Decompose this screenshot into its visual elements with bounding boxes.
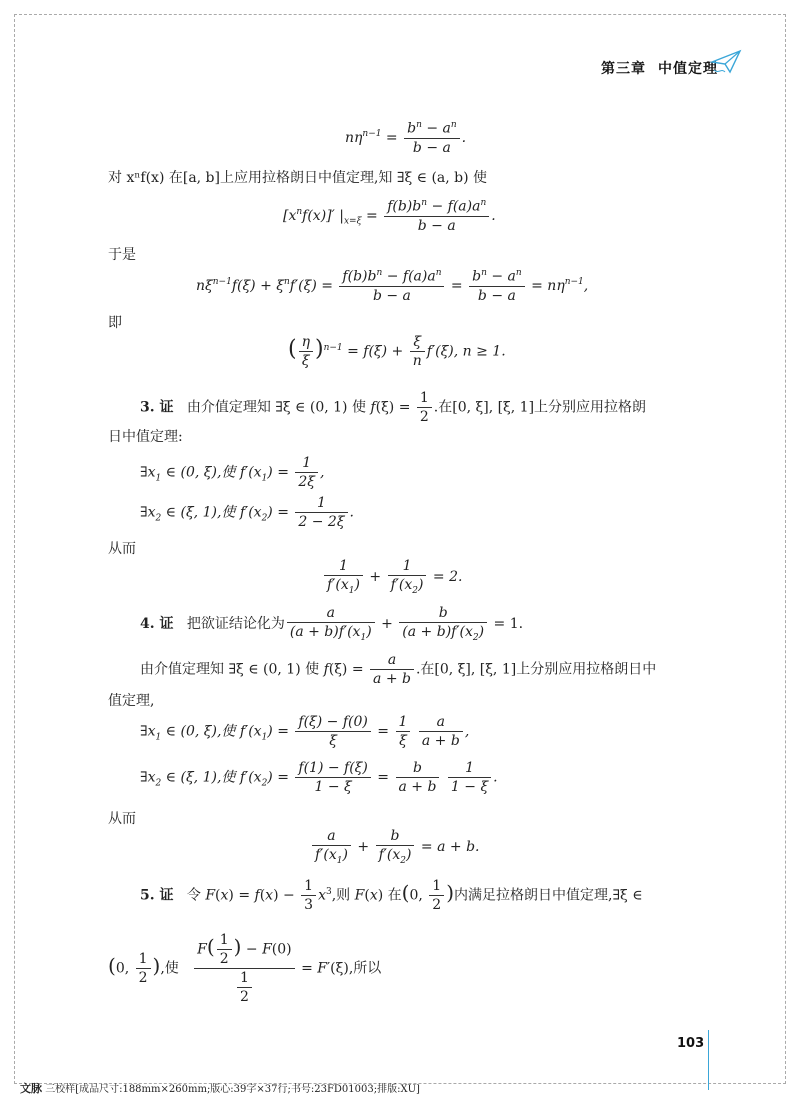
chapter-title: 中值定理 — [658, 61, 718, 77]
page-number: 103 — [677, 1036, 705, 1051]
equation-5: $\exists x_1$ ∈ (0, ξ),使 $f'(x_1)$ = $\frac{1}{2\xi}$ , — [140, 455, 325, 490]
problem-5-line-2: (0, $\frac{1}{2}$ ),使 F( $\frac{1}{2}$ ) − F(0) $\frac{1}{2}$ = F′(ξ),所以 — [108, 932, 382, 1005]
problem-4-cont: 值定理, — [108, 693, 155, 709]
equation-4: ( $\frac{\eta}{\xi}$ )$^{n-1}$ = f(ξ) + $\frac{\xi}{n}$ f′(ξ), n ≥ 1. — [288, 334, 506, 369]
equation-7: $\frac{1}{f'(x_1)}$ + $\frac{1}{f'(x_2)}$ = 2. — [322, 558, 462, 596]
problem-3-paragraph: 3. 证 由介值定理知 ∃ξ ∈ (0, 1) 使 f(ξ) = $\frac{1}{2}$ .在[0, ξ], [ξ, 1]上分别应用拉格朗 — [140, 390, 647, 425]
equation-10: $\frac{a}{f'(x_1)}$ + $\frac{b}{f'(x_2)}$ = a + b. — [310, 828, 480, 866]
equation-3: $n\xi^{n-1}f(\xi) + \xi^nf'(\xi)$ = $\frac{f(b)b^n - f(a)a^n}{b - a}$ = $\frac{b^n - a^n}{b - a}$ = $n\eta^{n-1}$, — [196, 268, 589, 304]
text-line-2: 于是 — [108, 247, 136, 263]
page-border-right — [785, 14, 786, 1084]
equation-9: $\exists x_2$ ∈ (ξ, 1),使 $f'(x_2)$ = $\frac{f(1) - f(\xi)}{1 - \xi}$ = $\frac{b}{a + b}$ $\frac{1}{1 - \xi}$ . — [140, 760, 498, 795]
problem-4-label: 4. 证 — [140, 615, 174, 632]
print-footer — [20, 1080, 420, 1096]
running-header — [601, 58, 718, 78]
text-line-1: 对 xⁿf(x) 在[a, b]上应用拉格朗日中值定理,知 ∃ξ ∈ (a, b) 使 — [108, 170, 488, 186]
text-line-5: 从而 — [108, 811, 136, 827]
text-line-4: 从而 — [108, 541, 136, 557]
equation-6: $\exists x_2$ ∈ (ξ, 1),使 $f'(x_2)$ = $\frac{1}{2 - 2\xi}$ . — [140, 495, 354, 530]
equation-1: $n\eta^{n-1}$ = $\frac{b^n - a^n}{b - a}$ . — [345, 120, 467, 156]
footer-info: 三校样[成品尺寸:188mm×260mm;版心:39字×37行;书号:23FD01003;排版:XU] — [45, 1084, 420, 1095]
page-border-top — [14, 14, 786, 15]
problem-4-line-2: 由介值定理知 ∃ξ ∈ (0, 1) 使 f(ξ) = $\frac{a}{a + b}$ .在[0, ξ], [ξ, 1]上分别应用拉格朗日中 — [140, 652, 657, 687]
text-line-3: 即 — [108, 315, 122, 331]
problem-3-label: 3. 证 — [140, 399, 174, 416]
problem-5-label: 5. 证 — [140, 887, 174, 904]
chapter-label: 第三章 — [601, 61, 646, 77]
equation-8: $\exists x_1$ ∈ (0, ξ),使 $f'(x_1)$ = $\frac{f(\xi) - f(0)}{\xi}$ = $\frac{1}{\xi}$ $\frac{a}{a + b}$ , — [140, 714, 470, 749]
page-border-left — [14, 14, 15, 1084]
paper-plane-icon — [710, 48, 742, 76]
problem-4-paragraph: 4. 证 把欲证结论化为 $\frac{a}{(a + b)f'(x_1)}$ + $\frac{b}{(a + b)f'(x_2)}$ = 1. — [140, 605, 524, 643]
problem-3-cont: 日中值定理: — [108, 429, 183, 445]
footer-brand: 文脉 — [20, 1082, 42, 1095]
problem-5-paragraph: 5. 证 令 F(x) = f(x) − $\frac{1}{3}$ $x^3$,则 F(x) 在(0, $\frac{1}{2}$ )内满足拉格朗日中值定理,∃ξ ∈ — [140, 878, 643, 913]
page-number-rule — [708, 1030, 709, 1090]
equation-2: $[x^nf(x)]'$ $|_{x=\xi}$ = $\frac{f(b)b^n - f(a)a^n}{b - a}$ . — [283, 198, 496, 234]
